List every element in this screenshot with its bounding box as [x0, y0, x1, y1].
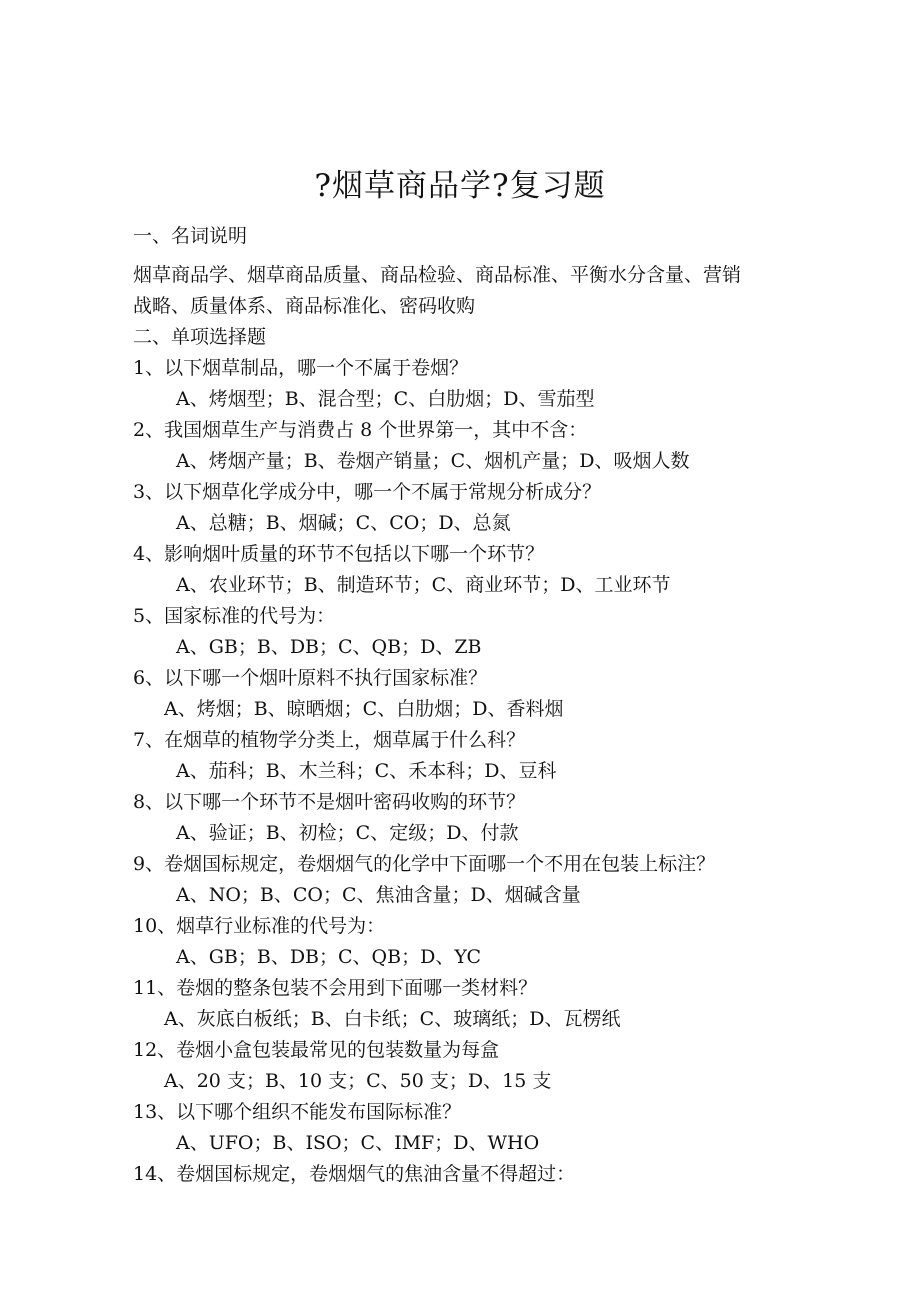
question-12-options: A、20 支；B、10 支；C、50 支；D、15 支 — [164, 1070, 552, 1092]
question-12: 12、卷烟小盒包装最常见的包装数量为每盒 — [133, 1039, 500, 1061]
document-title: ?烟草商品学?复习题 — [314, 168, 606, 204]
terms-text-line-2: 战略、质量体系、商品标准化、密码收购 — [133, 295, 476, 317]
question-14: 14、卷烟国标规定，卷烟烟气的焦油含量不得超过： — [133, 1163, 576, 1185]
question-2-options: A、烤烟产量；B、卷烟产销量；C、烟机产量；D、吸烟人数 — [176, 450, 690, 472]
question-8: 8、以下哪一个环节不是烟叶密码收购的环节？ — [133, 791, 526, 813]
question-9-options: A、NO；B、CO；C、焦油含量；D、烟碱含量 — [176, 884, 581, 906]
question-6: 6、以下哪一个烟叶原料不执行国家标准？ — [133, 667, 488, 689]
question-7-options: A、茄科；B、木兰科；C、禾本科；D、豆科 — [176, 760, 557, 782]
question-5-options: A、GB；B、DB；C、QB；D、ZB — [176, 636, 482, 658]
question-1: 1、以下烟草制品，哪一个不属于卷烟？ — [133, 357, 469, 379]
question-3: 3、以下烟草化学成分中，哪一个不属于常规分析成分？ — [133, 481, 602, 503]
question-5: 5、国家标准的代号为： — [133, 605, 336, 627]
section-heading-choice: 二、单项选择题 — [133, 326, 267, 348]
question-3-options: A、总糖；B、烟碱；C、CO；D、总氮 — [176, 512, 511, 534]
question-4: 4、影响烟叶质量的环节不包括以下哪一个环节？ — [133, 543, 545, 565]
question-1-options: A、烤烟型；B、混合型；C、白肋烟；D、雪茄型 — [176, 388, 595, 410]
question-11: 11、卷烟的整条包装不会用到下面哪一类材料？ — [133, 977, 538, 999]
question-13: 13、以下哪个组织不能发布国际标准？ — [133, 1101, 462, 1123]
question-10-options: A、GB；B、DB；C、QB；D、YC — [176, 946, 482, 968]
question-9: 9、卷烟国标规定，卷烟烟气的化学中下面哪一个不用在包装上标注？ — [133, 853, 716, 875]
question-7: 7、在烟草的植物学分类上，烟草属于什么科？ — [133, 729, 526, 751]
question-13-options: A、UFO；B、ISO；C、IMF；D、WHO — [176, 1132, 540, 1154]
question-4-options: A、农业环节；B、制造环节；C、商业环节；D、工业环节 — [176, 574, 671, 596]
question-2: 2、我国烟草生产与消费占 8 个世界第一，其中不含： — [133, 419, 588, 441]
section-heading-terms: 一、名词说明 — [133, 225, 248, 247]
terms-text-line-1: 烟草商品学、烟草商品质量、商品检验、商品标准、平衡水分含量、营销 — [133, 264, 742, 286]
question-11-options: A、灰底白板纸；B、白卡纸；C、玻璃纸；D、瓦楞纸 — [164, 1008, 621, 1030]
question-6-options: A、烤烟；B、晾晒烟；C、白肋烟；D、香料烟 — [164, 698, 564, 720]
question-10: 10、烟草行业标准的代号为： — [133, 915, 386, 937]
question-8-options: A、验证；B、初检；C、定级；D、付款 — [176, 822, 519, 844]
